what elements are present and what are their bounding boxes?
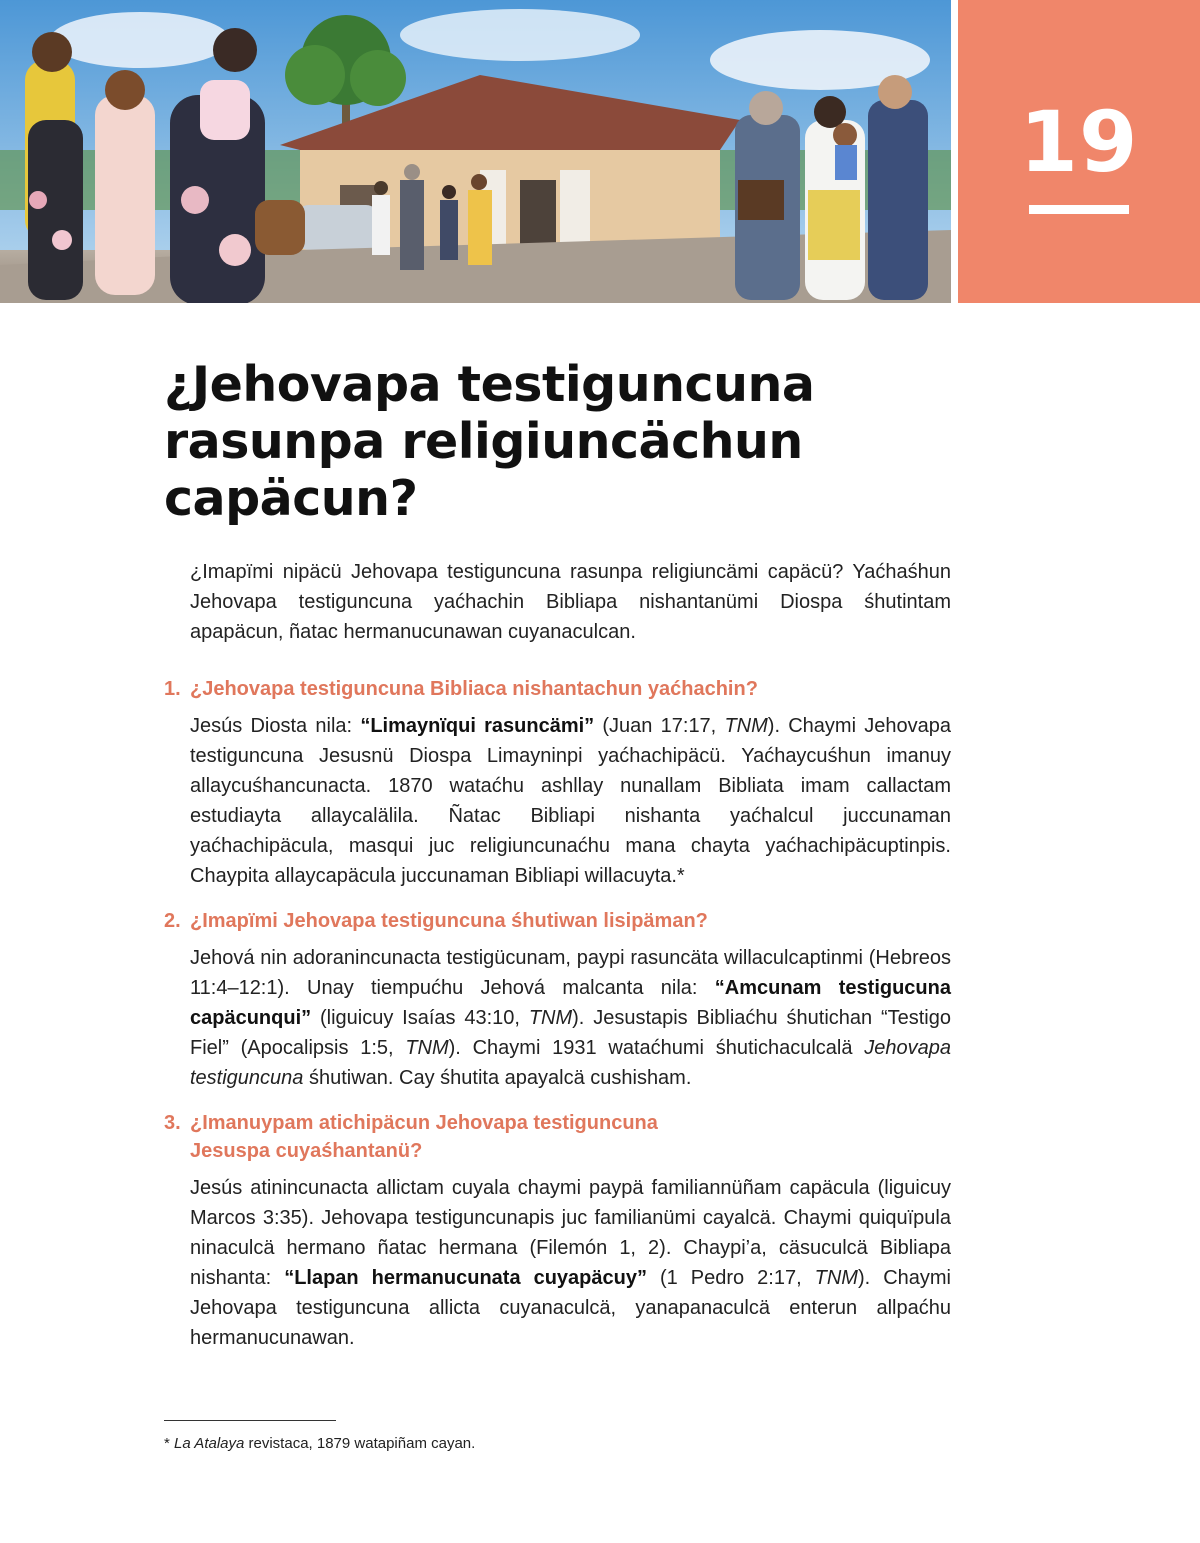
footnote-divider <box>164 1420 336 1421</box>
question-text <box>190 1109 658 1165</box>
text-run: (Juan 17:17, <box>594 715 725 737</box>
intro-paragraph: ¿Imapïmi nipäcü Jehovapa testiguncuna rasunpa religiuncämi capäcü? Yaćhaśhun Jehovapa testiguncuna yaćhachin Bibliapa nishantanümi Diospa śhutintam apapäcun, ñatac hermanucunawan cuyanaculcan. <box>190 561 951 643</box>
footnote-text: revistaca, 1879 watapiñam cayan. <box>244 1435 476 1452</box>
lesson-content <box>164 557 951 1353</box>
question-1 <box>164 675 951 703</box>
page-title: ¿Jehovapa testiguncuna rasunpa religiuncächun capäcun? <box>164 356 815 527</box>
header-photo <box>0 0 951 303</box>
chapter-number: 19 <box>1019 93 1139 191</box>
question-text: ¿Imapïmi Jehovapa testiguncuna śhutiwan lisipäman? <box>190 910 708 932</box>
answer-paragraph-2 <box>190 943 951 1093</box>
italic-name: Jehovapa testiguncuna <box>190 1037 951 1089</box>
footnote-marker: * <box>164 1435 175 1452</box>
text-run: (liguicuy Isaías 43:10, <box>311 1007 529 1029</box>
question-line: ¿Imanuypam atichipäcun Jehovapa testiguncuna <box>190 1112 658 1134</box>
italic-ref: TNM <box>405 1037 449 1059</box>
question-number: 1. <box>164 678 181 700</box>
footnote-publication: La Atalaya <box>174 1435 245 1452</box>
question-text: ¿Jehovapa testiguncuna Bibliaca nishantachun yaćhachin? <box>190 678 758 700</box>
text-run: śhutiwan. Cay śhutita apayalcä cushisham. <box>303 1067 692 1089</box>
text-run: ). Chaymi Jehovapa testiguncuna Jesusnü Diospa Limayninpi yaćhachipäcü. Yaćhaycuśhun imanuy allaycuśhancunacta. 1870 wataćhu ashllay nunallam Bibliata imam callactam estudiayta allaycalälila. Ñatac Bibliapi nishanta yaćhalcul juccunaman yaćhachipäcula, masqui juc religiuncunaćhu mana chayta yaćhachipäcuptinpis. Chaypita allaycapäcula juccunaman Bibliapi willacuyta.* <box>190 715 951 887</box>
question-2 <box>164 907 951 935</box>
italic-ref: TNM <box>724 715 768 737</box>
bold-quote: “Llapan hermanucunata cuyapäcuy” <box>284 1267 647 1289</box>
question-number: 2. <box>164 910 181 932</box>
text-run: ). Jesustapis Bibliaćhu śhutichan “Testigo Fiel” (Apocalipsis 1:5, <box>190 1007 951 1059</box>
chapter-underline <box>1029 205 1129 214</box>
footnote <box>164 1434 475 1454</box>
question-line: Jesuspa cuyaśhantanü? <box>190 1140 423 1162</box>
chapter-box <box>958 0 1200 303</box>
question-number: 3. <box>164 1112 181 1134</box>
question-3 <box>164 1109 951 1165</box>
text-run: Jehová nin adoranincunacta testigücunam, paypi rasuncäta willaculcaptinmi (Hebreos 11:4–12:1). Unay tiempućhu Jehová malcanta nila: <box>190 947 951 999</box>
bold-quote: “Amcunam testigucuna capäcunqui” <box>190 977 951 1029</box>
text-run: ). Chaymi 1931 wataćhumi śhutichaculcalä <box>448 1037 865 1059</box>
answer-paragraph-3 <box>190 1173 951 1353</box>
italic-ref: TNM <box>814 1267 858 1289</box>
text-run: Jesús atinincunacta allictam cuyala chaymi paypä familiannüñam capäcula (liguicuy Marcos 3:35). Jehovapa testiguncunapis juc familianümi cayalcä. Chaymi quiquïpula ninaculcä hermano ñatac hermana (Filemón 1, 2). Chaypi’a, cäsuculcä Bibliapa nishanta: <box>190 1177 951 1289</box>
text-run: (1 Pedro 2:17, <box>646 1267 815 1289</box>
text-run: ). Chaymi Jehovapa testiguncuna allicta cuyanaculcä, yanapanaculcä enterun allpaćhu hermanucunawan. <box>190 1267 951 1349</box>
answer-paragraph-1 <box>190 711 951 891</box>
italic-ref: TNM <box>528 1007 573 1029</box>
text-run: Jesús Diosta nila: <box>190 715 361 737</box>
bold-quote: “Limaynïqui rasuncämi” <box>360 715 595 737</box>
